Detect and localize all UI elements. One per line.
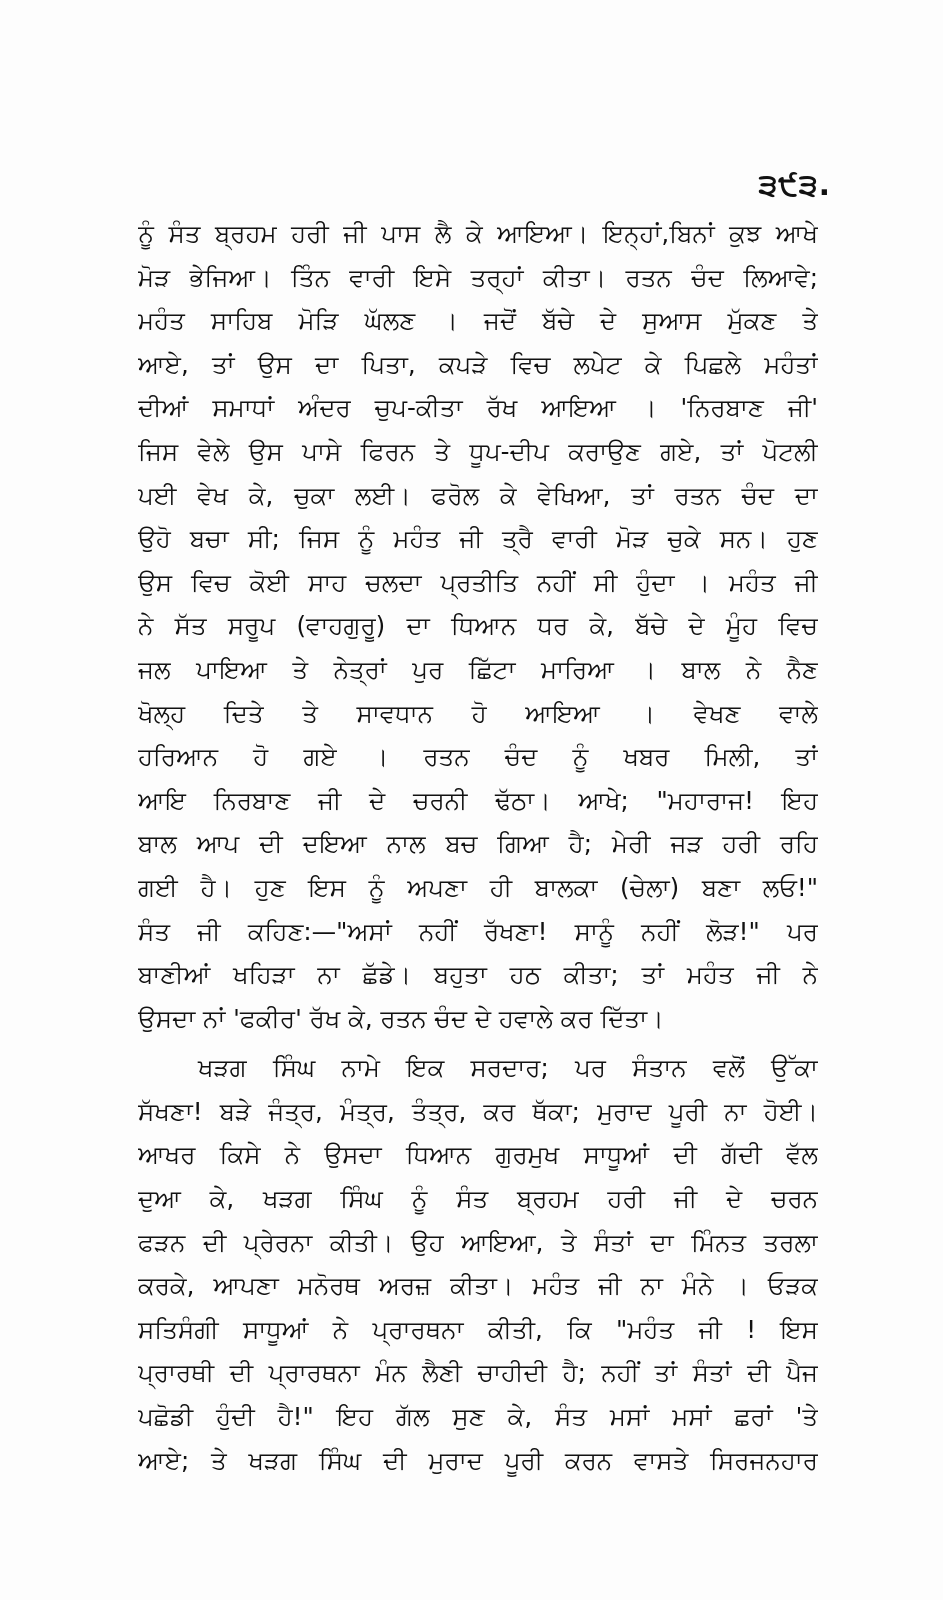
text-line: ਉਸ ਵਿਚ ਕੋਈ ਸਾਹ ਚਲਦਾ ਪ੍ਰਤੀਤਿ ਨਹੀਂ ਸੀ ਹੁੰਦਾ । ਮਹੰਤ ਜੀ [138,567,818,597]
text-line: ਆਏ; ਤੇ ਖੜਗ ਸਿੰਘ ਦੀ ਮੁਰਾਦ ਪੂਰੀ ਕਰਨ ਵਾਸਤੇ ਸਿਰਜਨਹਾਰ [138,1445,818,1475]
paragraph-2 [138,1046,818,1482]
text-line: ਜਿਸ ਵੇਲੇ ਉਸ ਪਾਸੇ ਫਿਰਨ ਤੇ ਧੂਪ-ਦੀਪ ਕਰਾਉਣ ਗਏ, ਤਾਂ ਪੋਟਲੀ [138,436,818,466]
text-line: ਕਰਕੇ, ਆਪਣਾ ਮਨੋਰਥ ਅਰਜ਼ ਕੀਤਾ। ਮਹੰਤ ਜੀ ਨਾ ਮੰਨੇ । ਓੜਕ [138,1271,818,1301]
text-line: ਫੜਨ ਦੀ ਪ੍ਰੇਰਨਾ ਕੀਤੀ। ਉਹ ਆਇਆ, ਤੇ ਸੰਤਾਂ ਦਾ ਮਿੰਨਤ ਤਰਲਾ [138,1227,818,1257]
page-number: ੩੯੩. [758,168,831,203]
text-line: ਪਈ ਵੇਖ ਕੇ, ਚੁਕਾ ਲਈ। ਫਰੋਲ ਕੇ ਵੇਖਿਆ, ਤਾਂ ਰਤਨ ਚੰਦ ਦਾ [138,480,818,510]
text-line: ਹਰਿਆਨ ਹੋ ਗਏ । ਰਤਨ ਚੰਦ ਨੂੰ ਖਬਰ ਮਿਲੀ, ਤਾਂ [138,742,818,772]
text-line: ਆਏ, ਤਾਂ ਉਸ ਦਾ ਪਿਤਾ, ਕਪੜੇ ਵਿਚ ਲਪੇਟ ਕੇ ਪਿਛਲੇ ਮਹੰਤਾਂ [138,349,818,379]
text-line: ਖੜਗ ਸਿੰਘ ਨਾਮੇ ਇਕ ਸਰਦਾਰ; ਪਰ ਸੰਤਾਨ ਵਲੋਂ ਉੱਕਾ [198,1053,818,1083]
text-line: ਨੂੰ ਸੰਤ ਬ੍ਰਹਮ ਹਰੀ ਜੀ ਪਾਸ ਲੈ ਕੇ ਆਇਆ। ਇਨ੍ਹਾਂ,ਬਿਨਾਂ ਕੁਝ ਆਖੇ [138,219,818,248]
paragraph-1 [138,212,818,1040]
text-line: ਖੋਲ੍ਹ ਦਿਤੇ ਤੇ ਸਾਵਧਾਨ ਹੋ ਆਇਆ । ਵੇਖਣ ਵਾਲੇ [138,698,818,728]
text-line: ਸੰਤ ਜੀ ਕਹਿਣ:—"ਅਸਾਂ ਨਹੀਂ ਰੱਖਣਾ! ਸਾਨੂੰ ਨਹੀਂ ਲੋੜ!" ਪਰ [138,916,818,946]
text-line: ਦੁਆ ਕੇ, ਖੜਗ ਸਿੰਘ ਨੂੰ ਸੰਤ ਬ੍ਰਹਮ ਹਰੀ ਜੀ ਦੇ ਚਰਨ [138,1184,818,1214]
text-line: ਮੋੜ ਭੇਜਿਆ। ਤਿੰਨ ਵਾਰੀ ਇਸੇ ਤਰ੍ਹਾਂ ਕੀਤਾ। ਰਤਨ ਚੰਦ ਲਿਆਵੇ; [138,262,818,292]
text-line: ਪ੍ਰਾਰਥੀ ਦੀ ਪ੍ਰਾਰਥਨਾ ਮੰਨ ਲੈਣੀ ਚਾਹੀਦੀ ਹੈ; ਨਹੀਂ ਤਾਂ ਸੰਤਾਂ ਦੀ ਪੈਜ [138,1358,818,1388]
text-line: ਮਹੰਤ ਸਾਹਿਬ ਮੋੜਿ ਘੱਲਣ । ਜਦੋਂ ਬੱਚੇ ਦੇ ਸੁਆਸ ਮੁੱਕਣ ਤੇ [138,306,818,336]
text-line: ਪਛੋਡੀ ਹੁੰਦੀ ਹੈ!" ਇਹ ਗੱਲ ਸੁਣ ਕੇ, ਸੰਤ ਮਸਾਂ ਮਸਾਂ ਛਰਾਂ 'ਤੇ [138,1402,818,1432]
text-line: ਬਾਣੀਆਂ ਖਹਿੜਾ ਨਾ ਛੱਡੇ। ਬਹੁਤਾ ਹਠ ਕੀਤਾ; ਤਾਂ ਮਹੰਤ ਜੀ ਨੇ [138,960,818,990]
text-line: ਆਇ ਨਿਰਬਾਣ ਜੀ ਦੇ ਚਰਨੀ ਢੱਠਾ। ਆਖੇ; "ਮਹਾਰਾਜ! ਇਹ [138,785,818,815]
text-line: ਜਲ ਪਾਇਆ ਤੇ ਨੇਤ੍ਰਾਂ ਪੁਰ ਛਿੱਟਾ ਮਾਰਿਆ । ਬਾਲ ਨੇ ਨੈਣ [138,654,818,684]
text-line: ਨੇ ਸੱਤ ਸਰੂਪ (ਵਾਹਗੁਰੂ) ਦਾ ਧਿਆਨ ਧਰ ਕੇ, ਬੱਚੇ ਦੇ ਮੂੰਹ ਵਿਚ [138,611,818,641]
text-line: ਉਸਦਾ ਨਾਂ 'ਫਕੀਰ' ਰੱਖ ਕੇ, ਰਤਨ ਚੰਦ ਦੇ ਹਵਾਲੇ ਕਰ ਦਿੱਤਾ। [138,1003,664,1033]
text-line: ਬਾਲ ਆਪ ਦੀ ਦਇਆ ਨਾਲ ਬਚ ਗਿਆ ਹੈ; ਮੇਰੀ ਜੜ ਹਰੀ ਰਹਿ [138,829,818,859]
text-line: ਗਈ ਹੈ। ਹੁਣ ਇਸ ਨੂੰ ਅਪਣਾ ਹੀ ਬਾਲਕਾ (ਚੇਲਾ) ਬਣਾ ਲਓ!" [138,872,818,902]
text-line: ਉਹੋ ਬਚਾ ਸੀ; ਜਿਸ ਨੂੰ ਮਹੰਤ ਜੀ ਤ੍ਰੈ ਵਾਰੀ ਮੋੜ ਚੁਕੇ ਸਨ। ਹੁਣ [138,524,818,554]
text-line: ਦੀਆਂ ਸਮਾਧਾਂ ਅੰਦਰ ਚੁਪ-ਕੀਤਾ ਰੱਖ ਆਇਆ । 'ਨਿਰਬਾਣ ਜੀ' [138,393,818,423]
text-line: ਆਖਰ ਕਿਸੇ ਨੇ ਉਸਦਾ ਧਿਆਨ ਗੁਰਮੁਖ ਸਾਧੂਆਂ ਦੀ ਗੱਦੀ ਵੱਲ [138,1140,818,1170]
text-line: ਸਤਿਸੰਗੀ ਸਾਧੂਆਂ ਨੇ ਪ੍ਰਾਰਥਨਾ ਕੀਤੀ, ਕਿ "ਮਹੰਤ ਜੀ ! ਇਸ [138,1314,818,1344]
text-line: ਸੱਖਣਾ! ਬੜੇ ਜੰਤ੍ਰ, ਮੰਤ੍ਰ, ਤੰਤ੍ਰ, ਕਰ ਥੱਕਾ; ਮੁਰਾਦ ਪੂਰੀ ਨਾ ਹੋਈ। [138,1096,818,1126]
body-text [138,212,818,1482]
